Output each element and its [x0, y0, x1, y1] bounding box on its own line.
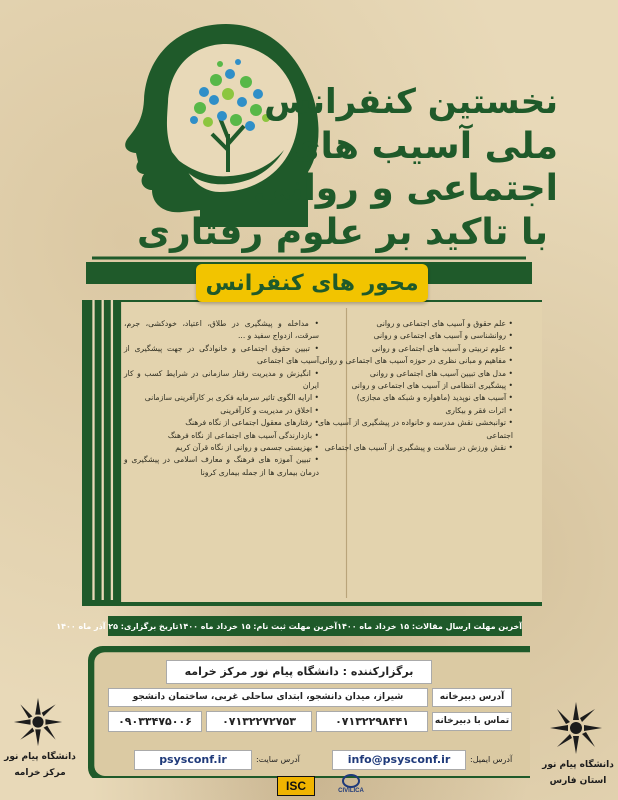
- deadlines-bar: [56, 616, 522, 636]
- axis-item: • مداخله و پیشگیری در طلاق، اعتیاد، خودکشی، جرم، سرقت، ازدواج سفید و ...: [124, 318, 319, 343]
- axis-item: • آسیب های نوپدید (ماهواره و شبکه های مجازی): [318, 392, 513, 404]
- phone-3[interactable]: ۰۹۰۳۳۴۷۵۰۰۶: [108, 711, 202, 732]
- axis-item: • توانبخشی نقش مدرسه و خانواده در پیشگیری از آسیب های اجتماعی: [318, 417, 513, 442]
- paper-deadline: آخرین مهلت ارسال مقالات: ۱۵ خرداد ماه ۱۴۰۰: [337, 621, 522, 631]
- axis-item: • رفتارهای معقول اجتماعی از نگاه فرهنگ: [124, 417, 319, 429]
- payame-noor-logo-icon: [548, 700, 604, 756]
- civilica-logo: [328, 774, 374, 796]
- email-link[interactable]: info@psysconf.ir: [332, 750, 466, 770]
- axes-heading: محور های کنفرانس: [196, 264, 428, 302]
- civilica-label: CIVILICA: [338, 788, 364, 794]
- axis-item: • بازدارندگی آسیب های اجتماعی از نگاه فرهنگ: [124, 430, 319, 442]
- logo-right-line2: استان فارس: [549, 776, 607, 786]
- axis-item: • نقش ورزش در سلامت و پیشگیری از آسیب های اجتماعی: [318, 442, 513, 454]
- phone-1[interactable]: ۰۷۱۳۲۲۹۸۴۴۱: [316, 711, 428, 732]
- contact-label: تماس با دبیرخانه: [432, 712, 512, 731]
- title-line-3: اجتماعی و روانی: [253, 168, 558, 209]
- axes-list-left: [124, 318, 319, 479]
- axis-item: • ارایه الگوی تاثیر سرمایه فکری بر کارآفرینی سازمانی: [124, 392, 319, 404]
- logo-left-line1: دانشگاه پیام نور: [4, 752, 76, 762]
- title-line-1: نخستین کنفرانس: [264, 82, 558, 122]
- axis-item: • تبیین حقوق اجتماعی و خانوادگی در جهت پیشگیری از آسیب های اجتماعی: [124, 343, 319, 368]
- logo-right-line1: دانشگاه پیام نور: [542, 760, 614, 770]
- email-label: آدرس ایمیل:: [470, 755, 513, 764]
- site-label: آدرس سایت:: [256, 755, 300, 764]
- axis-item: • انگیزش و مدیریت رفتار سازمانی در شرایط کسب و کار ایران: [124, 368, 319, 393]
- logo-left-line2: مرکز خرامه: [14, 768, 66, 778]
- axis-item: • اثرات فقر و بیکاری: [318, 405, 513, 417]
- axis-item: • اخلاق در مدیریت و کارآفرینی: [124, 405, 319, 417]
- axis-item: • تبیین آموزه های فرهنگ و معارف اسلامی در پیشگیری و درمان بیماری ها از جمله بیماری کرونا: [124, 454, 319, 479]
- organizer-label: برگزارکننده : دانشگاه پیام نور مرکز خرامه: [166, 660, 432, 684]
- axis-item: • بهزیستی جسمی و روانی از نگاه قرآن کریم: [124, 442, 319, 454]
- registration-deadline: آخرین مهلت ثبت نام: ۱۵ خرداد ماه ۱۴۰۰: [178, 621, 338, 631]
- axis-item: • پیشگیری انتظامی از آسیب های اجتماعی و روانی: [318, 380, 513, 392]
- axis-item: • علوم تربیتی و آسیب های اجتماعی و روانی: [318, 343, 513, 355]
- conference-date: تاریخ برگزاری: ۲۵ آذر ماه ۱۴۰۰: [56, 621, 179, 631]
- site-link[interactable]: psysconf.ir: [134, 750, 252, 770]
- axis-item: • مدل های تبیین آسیب های اجتماعی و روانی: [318, 368, 513, 380]
- axes-list-right: [318, 318, 513, 454]
- axis-item: • علم حقوق و آسیب های اجتماعی و روانی: [318, 318, 513, 330]
- axis-item: • روانشناسی و آسیب های اجتماعی و روانی: [318, 330, 513, 342]
- phone-2[interactable]: ۰۷۱۳۲۲۷۲۷۵۳: [206, 711, 312, 732]
- isc-logo: ISC: [277, 776, 315, 796]
- secretariat-address-label: آدرس دبیرخانه: [432, 688, 512, 707]
- secretariat-address: شیراز، میدان دانشجو، ابتدای ساحلی غربی، ساختمان دانشجو: [108, 688, 428, 707]
- payame-noor-logo-icon: [12, 696, 64, 748]
- axis-item: • مفاهیم و مبانی نظری در حوزه آسیب های اجتماعی و روانی: [318, 355, 513, 367]
- title-line-2: ملی آسیب های: [287, 126, 558, 167]
- title-line-4: با تاکید بر علوم رفتاری: [136, 212, 548, 253]
